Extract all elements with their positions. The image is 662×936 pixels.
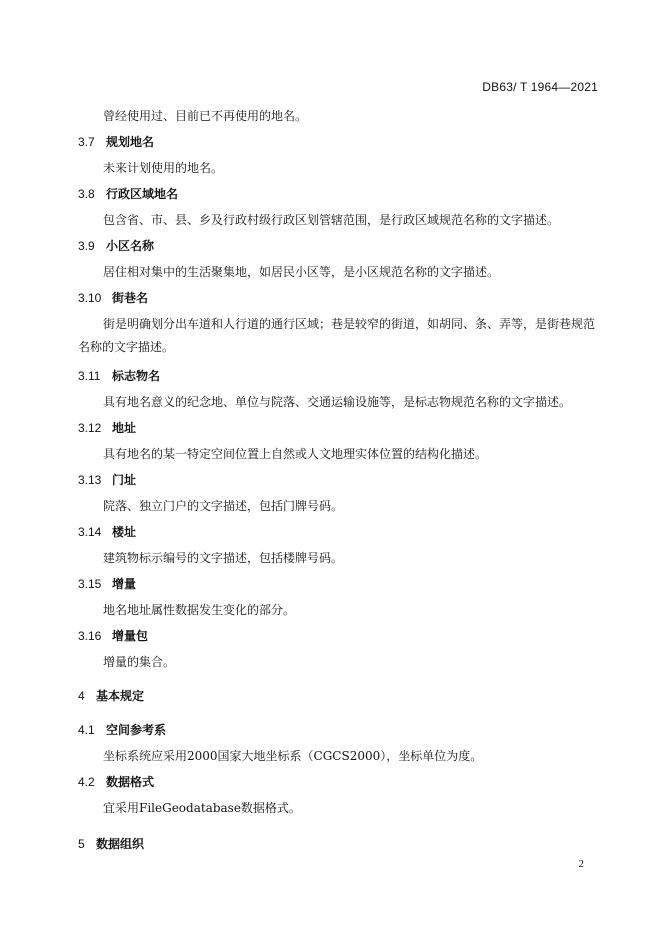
- section-title: 增量包: [112, 629, 149, 643]
- body-text: 居住相对集中的生活聚集地，如居民小区等，是小区规范名称的文字描述。: [103, 265, 500, 279]
- section-heading: [78, 238, 154, 255]
- body-text: 坐标系统应采用2000国家大地坐标系（CGCS2000），坐标单位为度。: [103, 749, 483, 763]
- section-number: 4.1: [78, 723, 95, 737]
- section-heading: [78, 290, 148, 307]
- chapter-heading: [78, 688, 144, 705]
- section-heading: [78, 472, 136, 489]
- section-number: 3.10: [78, 291, 102, 305]
- section-heading: [78, 186, 178, 203]
- section-heading: [78, 420, 136, 437]
- section-title: 小区名称: [106, 239, 155, 253]
- body-text: 具有地名意义的纪念地、单位与院落、交通运输设施等，是标志物规范名称的文字描述。: [103, 395, 572, 409]
- section-title: 规划地名: [106, 135, 155, 149]
- section-title: 增量: [112, 577, 137, 591]
- section-title: 地址: [112, 421, 137, 435]
- body-text: 曾经使用过、目前已不再使用的地名。: [103, 109, 308, 123]
- section-title: 数据格式: [106, 775, 155, 789]
- body-text: 增量的集合。: [103, 655, 176, 669]
- chapter-title: 数据组织: [96, 837, 145, 851]
- page-number: 2: [578, 858, 584, 870]
- body-text: 具有地名的某一特定空间位置上自然或人文地理实体位置的结构化描述。: [103, 447, 488, 461]
- section-heading: [78, 134, 154, 151]
- chapter-number: 5: [78, 837, 85, 851]
- section-number: 3.13: [78, 473, 102, 487]
- section-title: 门址: [112, 473, 137, 487]
- section-number: 3.8: [78, 187, 95, 201]
- chapter-number: 4: [78, 689, 85, 703]
- section-title: 楼址: [112, 525, 137, 539]
- section-number: 4.2: [78, 775, 95, 789]
- section-heading: [78, 368, 160, 385]
- chapter-heading: [78, 836, 144, 853]
- section-title: 空间参考系: [106, 723, 167, 737]
- section-number: 3.7: [78, 135, 95, 149]
- section-heading: [78, 628, 148, 645]
- section-number: 3.15: [78, 577, 102, 591]
- section-heading: [78, 576, 136, 593]
- section-title: 行政区域地名: [106, 187, 179, 201]
- body-text: 地名地址属性数据发生变化的部分。: [103, 603, 296, 617]
- section-heading: [78, 774, 154, 791]
- chapter-title: 基本规定: [96, 689, 145, 703]
- document-code-header: DB63/ T 1964—2021: [482, 80, 598, 94]
- body-text: 街是明确划分出车道和人行道的通行区域；巷是较窄的街道，如胡同、条、弄等，是街巷规范名称的文字描述。: [78, 317, 596, 354]
- section-heading: [78, 524, 136, 541]
- body-text: 包含省、市、县、乡及行政村级行政区划管辖范围，是行政区域规范名称的文字描述。: [103, 213, 560, 227]
- body-text: 宜采用FileGeodatabase数据格式。: [103, 801, 301, 815]
- body-text: 未来计划使用的地名。: [103, 161, 224, 175]
- section-number: 3.9: [78, 239, 95, 253]
- body-text: 院落、独立门户的文字描述，包括门牌号码。: [103, 499, 344, 513]
- section-number: 3.12: [78, 421, 102, 435]
- section-number: 3.16: [78, 629, 102, 643]
- body-text: 建筑物标示编号的文字描述，包括楼牌号码。: [103, 551, 344, 565]
- section-title: 标志物名: [112, 369, 161, 383]
- section-heading: [78, 722, 166, 739]
- section-number: 3.11: [78, 369, 101, 383]
- section-title: 街巷名: [112, 291, 149, 305]
- section-number: 3.14: [78, 525, 102, 539]
